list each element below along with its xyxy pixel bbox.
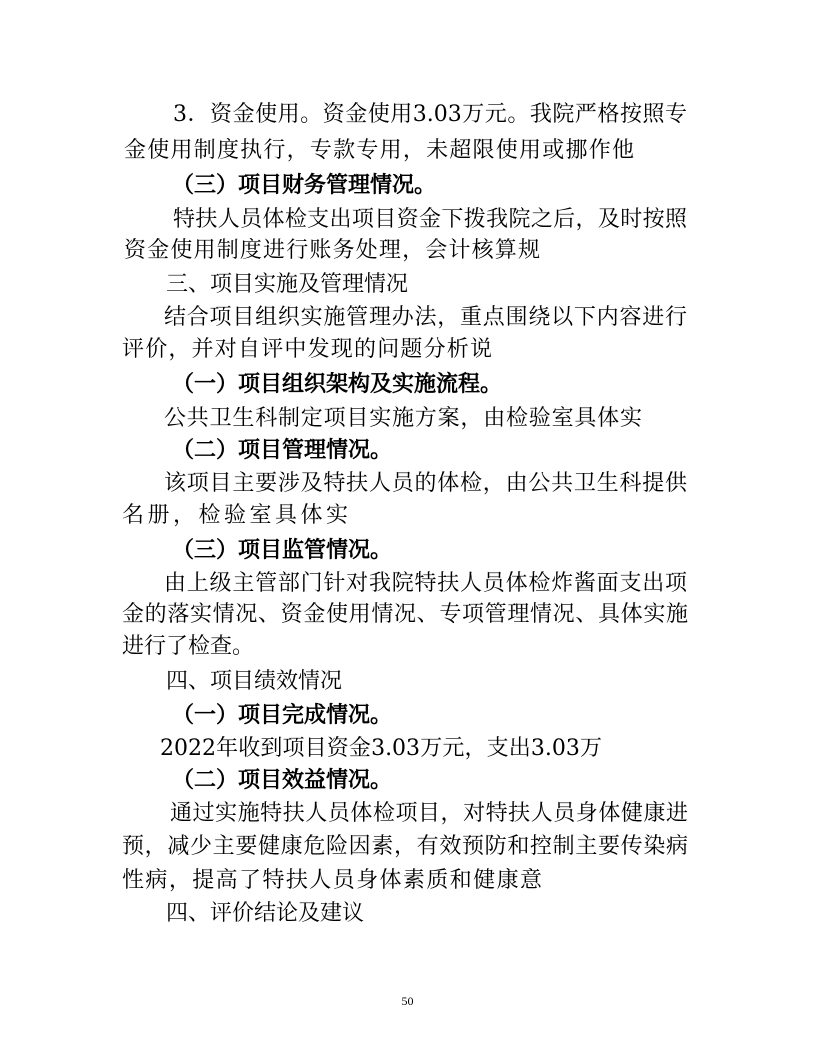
paragraph-supervision-line-1: 由上级主管部门针对我院特扶人员体检炸酱面支出项 [164,571,687,596]
heading-organization: （一）项目组织架构及实施流程。 [172,372,503,397]
paragraph-fund-use-line-2: 金使用制度执行，专款专用，未超限使用或挪作他 [124,138,634,163]
paragraph-completion: 2022年收到项目资金3.03万元，支出3.03万 [160,736,602,761]
heading-completion: （一）项目完成情况。 [172,703,393,728]
heading-financial-management: （三）项目财务管理情况。 [172,173,437,198]
heading-benefits: （二）项目效益情况。 [172,768,393,793]
heading-supervision: （三）项目监管情况。 [172,538,393,563]
paragraph-management-line-2: 名册，检验室具体实 [122,503,348,528]
paragraph-financial-line-2: 资金使用制度进行账务处理，会计核算规 [124,238,540,263]
section-heading-implementation: 三、项目实施及管理情况 [166,272,409,297]
paragraph-evaluation-line-2: 评价，并对自评中发现的问题分析说 [122,337,492,362]
paragraph-benefits-line-2: 预，减少主要健康危险因素，有效预防和控制主要传染病 [122,834,688,859]
paragraph-evaluation-line-1: 结合项目组织实施管理办法，重点围绕以下内容进行 [164,305,687,330]
paragraph-management-line-1: 该项目主要涉及特扶人员的体检，由公共卫生科提供 [164,471,687,496]
heading-project-management: （二）项目管理情况。 [172,438,393,463]
paragraph-supervision-line-2: 金的落实情况、资金使用情况、专项管理情况、具体实施 [122,602,688,627]
paragraph-benefits-line-3: 性病，提高了特扶人员身体素质和健康意 [122,868,542,893]
paragraph-financial-line-1: 特扶人员体检支出项目资金下拨我院之后，及时按照 [173,207,687,232]
section-heading-performance: 四、项目绩效情况 [166,669,343,694]
paragraph-supervision-line-3: 进行了检查。 [122,634,255,659]
paragraph-organization: 公共卫生科制定项目实施方案，由检验室具体实 [164,406,642,431]
paragraph-benefits-line-1: 通过实施特扶人员体检项目，对特扶人员身体健康进 [170,801,688,826]
paragraph-fund-use-line-1: 3．资金使用。资金使用3.03万元。我院严格按照专 [173,102,687,127]
section-heading-conclusion: 四、评价结论及建议 [166,901,365,926]
page-number: 50 [401,994,414,1008]
